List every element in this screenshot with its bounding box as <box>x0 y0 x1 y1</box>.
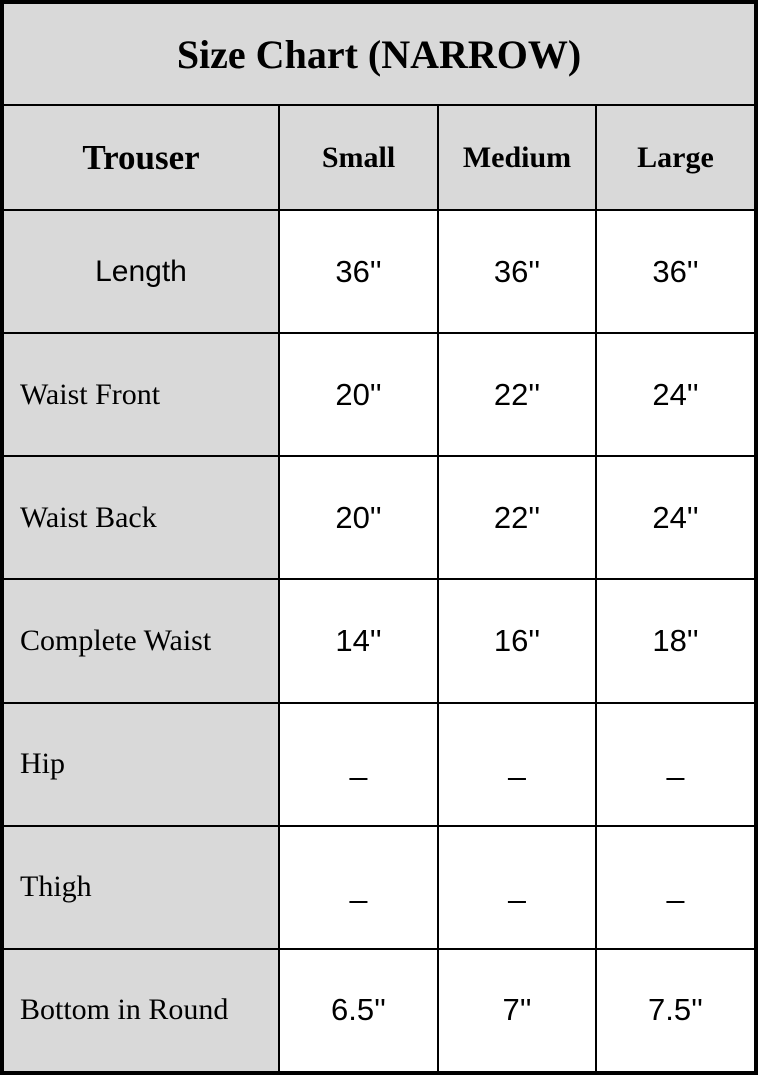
value-waist-front-small: 20'' <box>278 332 437 455</box>
column-header-small: Small <box>278 104 437 209</box>
row-label-waist-back: Waist Back <box>4 455 278 578</box>
row-label-complete-waist: Complete Waist <box>4 578 278 701</box>
value-waist-back-small: 20'' <box>278 455 437 578</box>
value-waist-front-medium: 22'' <box>437 332 595 455</box>
value-bottom-in-round-large: 7.5'' <box>595 948 754 1071</box>
row-label-thigh: Thigh <box>4 825 278 948</box>
value-thigh-large: _ <box>595 825 754 948</box>
column-header-trouser: Trouser <box>4 104 278 209</box>
value-hip-small: _ <box>278 702 437 825</box>
value-length-large: 36'' <box>595 209 754 332</box>
value-bottom-in-round-medium: 7'' <box>437 948 595 1071</box>
value-hip-medium: _ <box>437 702 595 825</box>
column-header-large: Large <box>595 104 754 209</box>
row-label-bottom-in-round: Bottom in Round <box>4 948 278 1071</box>
value-thigh-medium: _ <box>437 825 595 948</box>
value-complete-waist-small: 14'' <box>278 578 437 701</box>
value-waist-front-large: 24'' <box>595 332 754 455</box>
value-bottom-in-round-small: 6.5'' <box>278 948 437 1071</box>
row-label-waist-front: Waist Front <box>4 332 278 455</box>
value-length-small: 36'' <box>278 209 437 332</box>
value-thigh-small: _ <box>278 825 437 948</box>
value-hip-large: _ <box>595 702 754 825</box>
row-label-hip: Hip <box>4 702 278 825</box>
value-complete-waist-medium: 16'' <box>437 578 595 701</box>
table-title: Size Chart (NARROW) <box>4 4 754 104</box>
value-waist-back-large: 24'' <box>595 455 754 578</box>
value-complete-waist-large: 18'' <box>595 578 754 701</box>
row-label-length: Length <box>4 209 278 332</box>
column-header-medium: Medium <box>437 104 595 209</box>
value-waist-back-medium: 22'' <box>437 455 595 578</box>
value-length-medium: 36'' <box>437 209 595 332</box>
